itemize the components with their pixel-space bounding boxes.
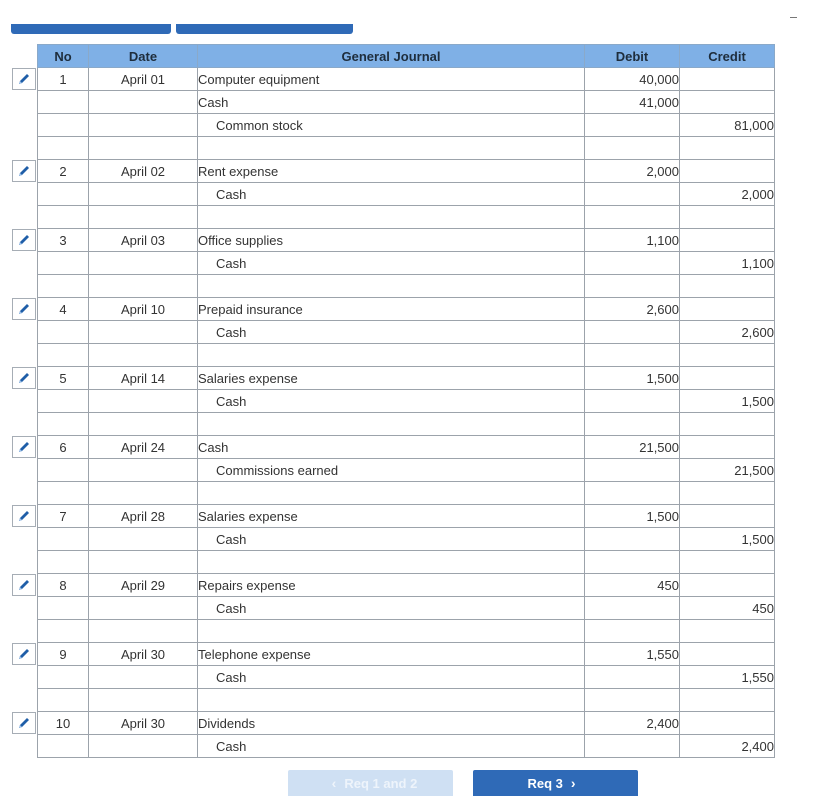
entry-no-cell[interactable]: [38, 390, 89, 413]
edit-entry-button[interactable]: [12, 229, 36, 251]
entry-date-cell[interactable]: [89, 528, 198, 551]
table-row: [38, 574, 775, 597]
entry-date-cell[interactable]: [89, 413, 198, 436]
table-row: [38, 298, 775, 321]
account-cell[interactable]: Salaries expense: [198, 505, 585, 528]
table-row: [38, 551, 775, 574]
debit-cell[interactable]: [585, 689, 680, 712]
table-row: [38, 666, 775, 689]
account-cell[interactable]: Telephone expense: [198, 643, 585, 666]
edit-entry-button[interactable]: [12, 367, 36, 389]
pencil-icon: [17, 440, 31, 454]
entry-no-cell[interactable]: [38, 252, 89, 275]
pencil-icon: [17, 509, 31, 523]
account-cell[interactable]: Salaries expense: [198, 367, 585, 390]
top-tab-left[interactable]: [11, 24, 171, 34]
credit-cell[interactable]: [680, 68, 775, 91]
entry-date-cell[interactable]: April 30: [89, 712, 198, 735]
account-cell[interactable]: [198, 689, 585, 712]
edit-entry-button[interactable]: [12, 574, 36, 596]
debit-cell[interactable]: [585, 528, 680, 551]
debit-cell[interactable]: 1,550: [585, 643, 680, 666]
debit-cell[interactable]: [585, 321, 680, 344]
entry-date-cell[interactable]: April 14: [89, 367, 198, 390]
entry-date-cell[interactable]: April 29: [89, 574, 198, 597]
table-row: [38, 597, 775, 620]
entry-date-cell[interactable]: [89, 459, 198, 482]
header-debit: Debit: [585, 45, 680, 68]
debit-cell[interactable]: 41,000: [585, 91, 680, 114]
entry-no-cell[interactable]: [38, 114, 89, 137]
account-cell[interactable]: Computer equipment: [198, 68, 585, 91]
debit-cell[interactable]: 1,500: [585, 367, 680, 390]
entry-no-cell[interactable]: 8: [38, 574, 89, 597]
account-cell[interactable]: [198, 551, 585, 574]
table-row: [38, 712, 775, 735]
debit-cell[interactable]: 2,600: [585, 298, 680, 321]
entry-no-cell[interactable]: 4: [38, 298, 89, 321]
debit-cell[interactable]: [585, 735, 680, 758]
pencil-icon: [17, 233, 31, 247]
debit-cell[interactable]: 21,500: [585, 436, 680, 459]
table-row: [38, 206, 775, 229]
next-req-button[interactable]: [473, 770, 638, 796]
account-cell[interactable]: Commissions earned: [198, 459, 585, 482]
entry-date-cell[interactable]: April 10: [89, 298, 198, 321]
table-row: [38, 275, 775, 298]
entry-date-cell[interactable]: [89, 735, 198, 758]
account-cell[interactable]: Cash: [198, 666, 585, 689]
entry-no-cell[interactable]: 10: [38, 712, 89, 735]
entry-date-cell[interactable]: [89, 183, 198, 206]
pencil-icon: [17, 371, 31, 385]
entry-date-cell[interactable]: [89, 137, 198, 160]
debit-cell[interactable]: [585, 413, 680, 436]
entry-date-cell[interactable]: April 03: [89, 229, 198, 252]
pencil-icon: [17, 578, 31, 592]
entry-date-cell[interactable]: [89, 206, 198, 229]
edit-entry-button[interactable]: [12, 68, 36, 90]
table-row: [38, 137, 775, 160]
table-row: [38, 689, 775, 712]
debit-cell[interactable]: 1,100: [585, 229, 680, 252]
edit-entry-button[interactable]: [12, 298, 36, 320]
credit-cell[interactable]: [680, 137, 775, 160]
account-cell[interactable]: Cash: [198, 183, 585, 206]
account-cell[interactable]: [198, 344, 585, 367]
debit-cell[interactable]: [585, 137, 680, 160]
credit-cell[interactable]: 21,500: [680, 459, 775, 482]
entry-no-cell[interactable]: 5: [38, 367, 89, 390]
corner-dash: [790, 17, 797, 18]
general-journal-table: [37, 44, 775, 758]
credit-cell[interactable]: [680, 712, 775, 735]
header-credit: Credit: [680, 45, 775, 68]
entry-no-cell[interactable]: [38, 735, 89, 758]
table-row: [38, 114, 775, 137]
table-row: [38, 183, 775, 206]
account-cell[interactable]: Cash: [198, 436, 585, 459]
credit-cell[interactable]: [680, 574, 775, 597]
debit-cell[interactable]: 1,500: [585, 505, 680, 528]
entry-date-cell[interactable]: April 02: [89, 160, 198, 183]
account-cell[interactable]: Repairs expense: [198, 574, 585, 597]
credit-cell[interactable]: [680, 482, 775, 505]
credit-cell[interactable]: [680, 551, 775, 574]
entry-no-cell[interactable]: [38, 689, 89, 712]
debit-cell[interactable]: [585, 666, 680, 689]
table-row: [38, 160, 775, 183]
top-tab-right[interactable]: [176, 24, 353, 34]
table-row: [38, 68, 775, 91]
credit-cell[interactable]: 450: [680, 597, 775, 620]
edit-entry-button[interactable]: [12, 643, 36, 665]
table-row: [38, 482, 775, 505]
credit-cell[interactable]: [680, 436, 775, 459]
entry-date-cell[interactable]: [89, 689, 198, 712]
entry-date-cell[interactable]: [89, 620, 198, 643]
account-cell[interactable]: [198, 413, 585, 436]
entry-date-cell[interactable]: April 01: [89, 68, 198, 91]
entry-no-cell[interactable]: 7: [38, 505, 89, 528]
table-row: [38, 91, 775, 114]
edit-entry-button[interactable]: [12, 160, 36, 182]
account-cell[interactable]: Office supplies: [198, 229, 585, 252]
pencil-icon: [17, 716, 31, 730]
table-row: [38, 459, 775, 482]
entry-no-cell[interactable]: 2: [38, 160, 89, 183]
account-cell[interactable]: Cash: [198, 91, 585, 114]
table-row: [38, 528, 775, 551]
credit-cell[interactable]: 1,500: [680, 528, 775, 551]
pencil-icon: [17, 72, 31, 86]
credit-cell[interactable]: 1,550: [680, 666, 775, 689]
credit-cell[interactable]: 2,400: [680, 735, 775, 758]
table-row: [38, 321, 775, 344]
credit-cell[interactable]: [680, 505, 775, 528]
entry-date-cell[interactable]: [89, 114, 198, 137]
entry-no-cell[interactable]: [38, 413, 89, 436]
table-row: [38, 436, 775, 459]
debit-cell[interactable]: [585, 390, 680, 413]
prev-req-label: Req 1 and 2: [344, 775, 418, 791]
chevron-left-icon: ‹: [331, 775, 337, 791]
credit-cell[interactable]: [680, 160, 775, 183]
credit-cell[interactable]: 1,100: [680, 252, 775, 275]
entry-no-cell[interactable]: [38, 321, 89, 344]
credit-cell[interactable]: [680, 643, 775, 666]
header-date: Date: [89, 45, 198, 68]
edit-entry-button[interactable]: [12, 712, 36, 734]
account-cell[interactable]: [198, 275, 585, 298]
entry-no-cell[interactable]: [38, 183, 89, 206]
credit-cell[interactable]: [680, 298, 775, 321]
entry-date-cell[interactable]: [89, 344, 198, 367]
entry-date-cell[interactable]: April 30: [89, 643, 198, 666]
account-cell[interactable]: [198, 137, 585, 160]
entry-no-cell[interactable]: [38, 551, 89, 574]
entry-no-cell[interactable]: [38, 206, 89, 229]
debit-cell[interactable]: 450: [585, 574, 680, 597]
debit-cell[interactable]: [585, 597, 680, 620]
entry-date-cell[interactable]: [89, 252, 198, 275]
edit-entry-button[interactable]: [12, 436, 36, 458]
debit-cell[interactable]: 2,000: [585, 160, 680, 183]
debit-cell[interactable]: 40,000: [585, 68, 680, 91]
credit-cell[interactable]: 81,000: [680, 114, 775, 137]
account-cell[interactable]: Cash: [198, 597, 585, 620]
table-row: [38, 344, 775, 367]
credit-cell[interactable]: [680, 367, 775, 390]
table-row: [38, 735, 775, 758]
entry-date-cell[interactable]: [89, 551, 198, 574]
entry-date-cell[interactable]: [89, 597, 198, 620]
table-row: [38, 643, 775, 666]
account-cell[interactable]: Cash: [198, 390, 585, 413]
credit-cell[interactable]: 1,500: [680, 390, 775, 413]
credit-cell[interactable]: [680, 344, 775, 367]
account-cell[interactable]: Cash: [198, 252, 585, 275]
entry-no-cell[interactable]: 9: [38, 643, 89, 666]
entry-no-cell[interactable]: [38, 91, 89, 114]
table-row: [38, 413, 775, 436]
debit-cell[interactable]: [585, 206, 680, 229]
account-cell[interactable]: Cash: [198, 735, 585, 758]
account-cell[interactable]: Prepaid insurance: [198, 298, 585, 321]
debit-cell[interactable]: [585, 620, 680, 643]
pencil-icon: [17, 164, 31, 178]
table-row: [38, 620, 775, 643]
credit-cell[interactable]: [680, 275, 775, 298]
table-row: [38, 367, 775, 390]
entry-date-cell[interactable]: [89, 321, 198, 344]
table-row: [38, 252, 775, 275]
debit-cell[interactable]: [585, 482, 680, 505]
debit-cell[interactable]: [585, 551, 680, 574]
entry-date-cell[interactable]: [89, 390, 198, 413]
credit-cell[interactable]: [680, 229, 775, 252]
debit-cell[interactable]: [585, 344, 680, 367]
debit-cell[interactable]: [585, 114, 680, 137]
entry-no-cell[interactable]: [38, 344, 89, 367]
entry-date-cell[interactable]: [89, 91, 198, 114]
credit-cell[interactable]: [680, 413, 775, 436]
entry-no-cell[interactable]: [38, 620, 89, 643]
debit-cell[interactable]: [585, 275, 680, 298]
pencil-icon: [17, 302, 31, 316]
table-row: [38, 505, 775, 528]
credit-cell[interactable]: [680, 620, 775, 643]
credit-cell[interactable]: [680, 91, 775, 114]
entry-no-cell[interactable]: [38, 528, 89, 551]
table-body: [38, 68, 775, 758]
debit-cell[interactable]: 2,400: [585, 712, 680, 735]
entry-no-cell[interactable]: [38, 482, 89, 505]
chevron-right-icon: ›: [570, 775, 576, 791]
entry-date-cell[interactable]: [89, 666, 198, 689]
table-row: [38, 229, 775, 252]
account-cell[interactable]: Common stock: [198, 114, 585, 137]
credit-cell[interactable]: [680, 206, 775, 229]
entry-date-cell[interactable]: [89, 482, 198, 505]
credit-cell[interactable]: 2,600: [680, 321, 775, 344]
entry-no-cell[interactable]: 6: [38, 436, 89, 459]
entry-no-cell[interactable]: [38, 597, 89, 620]
account-cell[interactable]: [198, 206, 585, 229]
table-header-row: [38, 45, 775, 68]
credit-cell[interactable]: 2,000: [680, 183, 775, 206]
account-cell[interactable]: Rent expense: [198, 160, 585, 183]
entry-no-cell[interactable]: [38, 666, 89, 689]
entry-date-cell[interactable]: April 28: [89, 505, 198, 528]
entry-no-cell[interactable]: 3: [38, 229, 89, 252]
entry-date-cell[interactable]: April 24: [89, 436, 198, 459]
entry-no-cell[interactable]: [38, 459, 89, 482]
pencil-icon: [17, 647, 31, 661]
debit-cell[interactable]: [585, 252, 680, 275]
entry-no-cell[interactable]: 1: [38, 68, 89, 91]
prev-req-button[interactable]: [288, 770, 453, 796]
table-row: [38, 390, 775, 413]
entry-no-cell[interactable]: [38, 275, 89, 298]
account-cell[interactable]: [198, 482, 585, 505]
next-req-label: Req 3: [527, 775, 563, 791]
header-no: No: [38, 45, 89, 68]
account-cell[interactable]: Cash: [198, 528, 585, 551]
account-cell[interactable]: Dividends: [198, 712, 585, 735]
account-cell[interactable]: Cash: [198, 321, 585, 344]
entry-no-cell[interactable]: [38, 137, 89, 160]
entry-date-cell[interactable]: [89, 275, 198, 298]
debit-cell[interactable]: [585, 459, 680, 482]
credit-cell[interactable]: [680, 689, 775, 712]
debit-cell[interactable]: [585, 183, 680, 206]
header-general-journal: General Journal: [198, 45, 585, 68]
edit-entry-button[interactable]: [12, 505, 36, 527]
account-cell[interactable]: [198, 620, 585, 643]
